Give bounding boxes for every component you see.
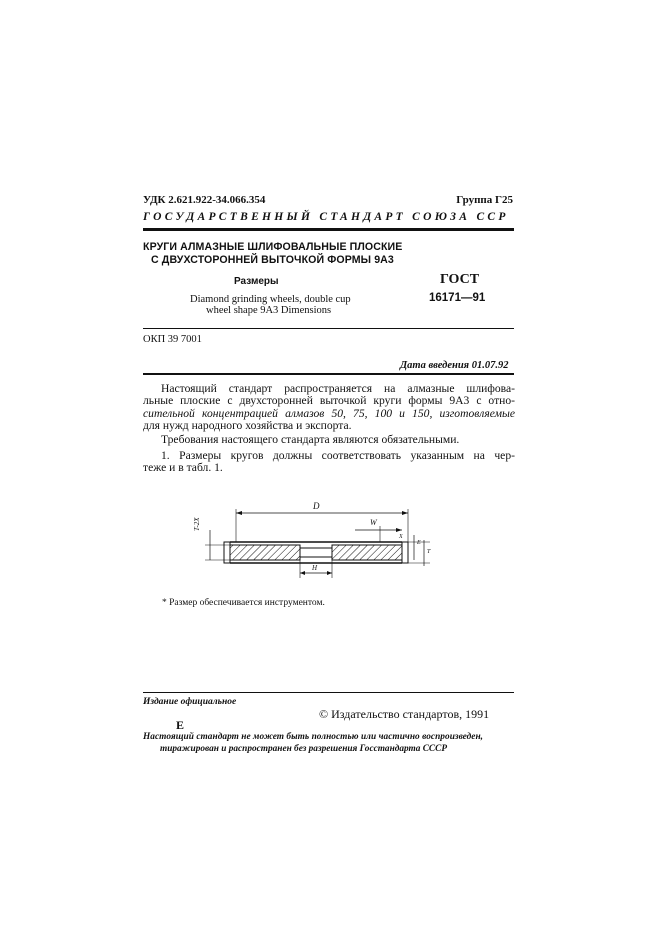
- notice-line1: Настоящий стандарт не может быть полностью или частично воспроизведен,: [143, 732, 484, 742]
- p1-line4: для нужд народного хозяйства и экспорта.: [143, 419, 352, 433]
- okp-code: ОКП 39 7001: [143, 334, 202, 345]
- label-T2X: T-2X: [193, 517, 201, 531]
- title-en-line2: wheel shape 9A3 Dimensions: [206, 305, 332, 316]
- title-en-line1: Diamond grinding wheels, double cup: [190, 294, 351, 305]
- intro-date-value: 01.07.92: [471, 360, 509, 371]
- wheel-hub: [300, 548, 332, 557]
- title-rule: [143, 328, 514, 329]
- p1-line2: льные плоские с двухсторонней выточкой круги формы 9А3 с отно-: [143, 394, 515, 408]
- edition-label: Издание официальное: [143, 697, 237, 707]
- p3-line2: теже и в табл. 1.: [143, 461, 223, 475]
- p1-line1: Настоящий стандарт распространяется на алмазные шлифова-: [161, 382, 515, 395]
- footnote: * Размер обеспечивается инструментом.: [162, 598, 325, 608]
- label-W: W: [370, 518, 377, 527]
- intro-date: [400, 360, 508, 371]
- label-H: H: [312, 564, 318, 572]
- dim-W-arrow: [396, 528, 402, 532]
- paragraph-scope: [143, 383, 515, 433]
- paragraph-mandatory: [143, 434, 515, 446]
- diamond-layer-right: [402, 542, 408, 563]
- label-E: E: [417, 540, 421, 546]
- udk-code: УДК 2.621.922-34.066.354: [143, 194, 266, 206]
- intro-date-rule: [143, 373, 514, 375]
- wheel-section-right: [332, 545, 402, 560]
- intro-date-label: Дата введения: [400, 360, 470, 371]
- label-T: T: [427, 549, 431, 555]
- diamond-layer-left: [224, 542, 230, 563]
- paragraph-sizes: [143, 450, 515, 475]
- state-standard-heading: ГОСУДАРСТВЕННЫЙ СТАНДАРТ СОЮЗА ССР: [143, 211, 509, 223]
- dim-H-arrow-right: [327, 571, 332, 575]
- price-letter: Е: [176, 718, 185, 732]
- p2-line: Требования настоящего стандарта являются обязательными.: [161, 433, 460, 446]
- heading-rule: [143, 228, 514, 231]
- title-ru-line2: С ДВУХСТОРОННЕЙ ВЫТОЧКОЙ ФОРМЫ 9А3: [151, 254, 394, 266]
- footer-rule: [143, 692, 514, 693]
- wheel-section-left: [230, 545, 300, 560]
- p3-line1: 1. Размеры кругов должны соответствовать указанным на чер-: [161, 449, 515, 462]
- p1-line3: сительной концентрацией алмазов 50, 75, 100 и 150, изготовляемые: [143, 406, 515, 420]
- label-X: X: [399, 534, 403, 540]
- copyright: © Издательство стандартов, 1991: [319, 707, 490, 721]
- sizes-label: Размеры: [234, 276, 279, 287]
- dim-H-arrow-left: [300, 571, 305, 575]
- dim-D-arrow-right: [402, 511, 408, 515]
- label-D: D: [313, 501, 320, 511]
- gost-label: ГОСТ: [440, 272, 480, 287]
- group-code: Группа Г25: [456, 194, 513, 206]
- dim-D-arrow-left: [236, 511, 242, 515]
- title-ru-line1: КРУГИ АЛМАЗНЫЕ ШЛИФОВАЛЬНЫЕ ПЛОСКИЕ: [143, 241, 403, 253]
- gost-number: 16171—91: [429, 292, 486, 304]
- notice-line2: тиражирован и распространен без разрешения Госстандарта СССР: [160, 744, 448, 754]
